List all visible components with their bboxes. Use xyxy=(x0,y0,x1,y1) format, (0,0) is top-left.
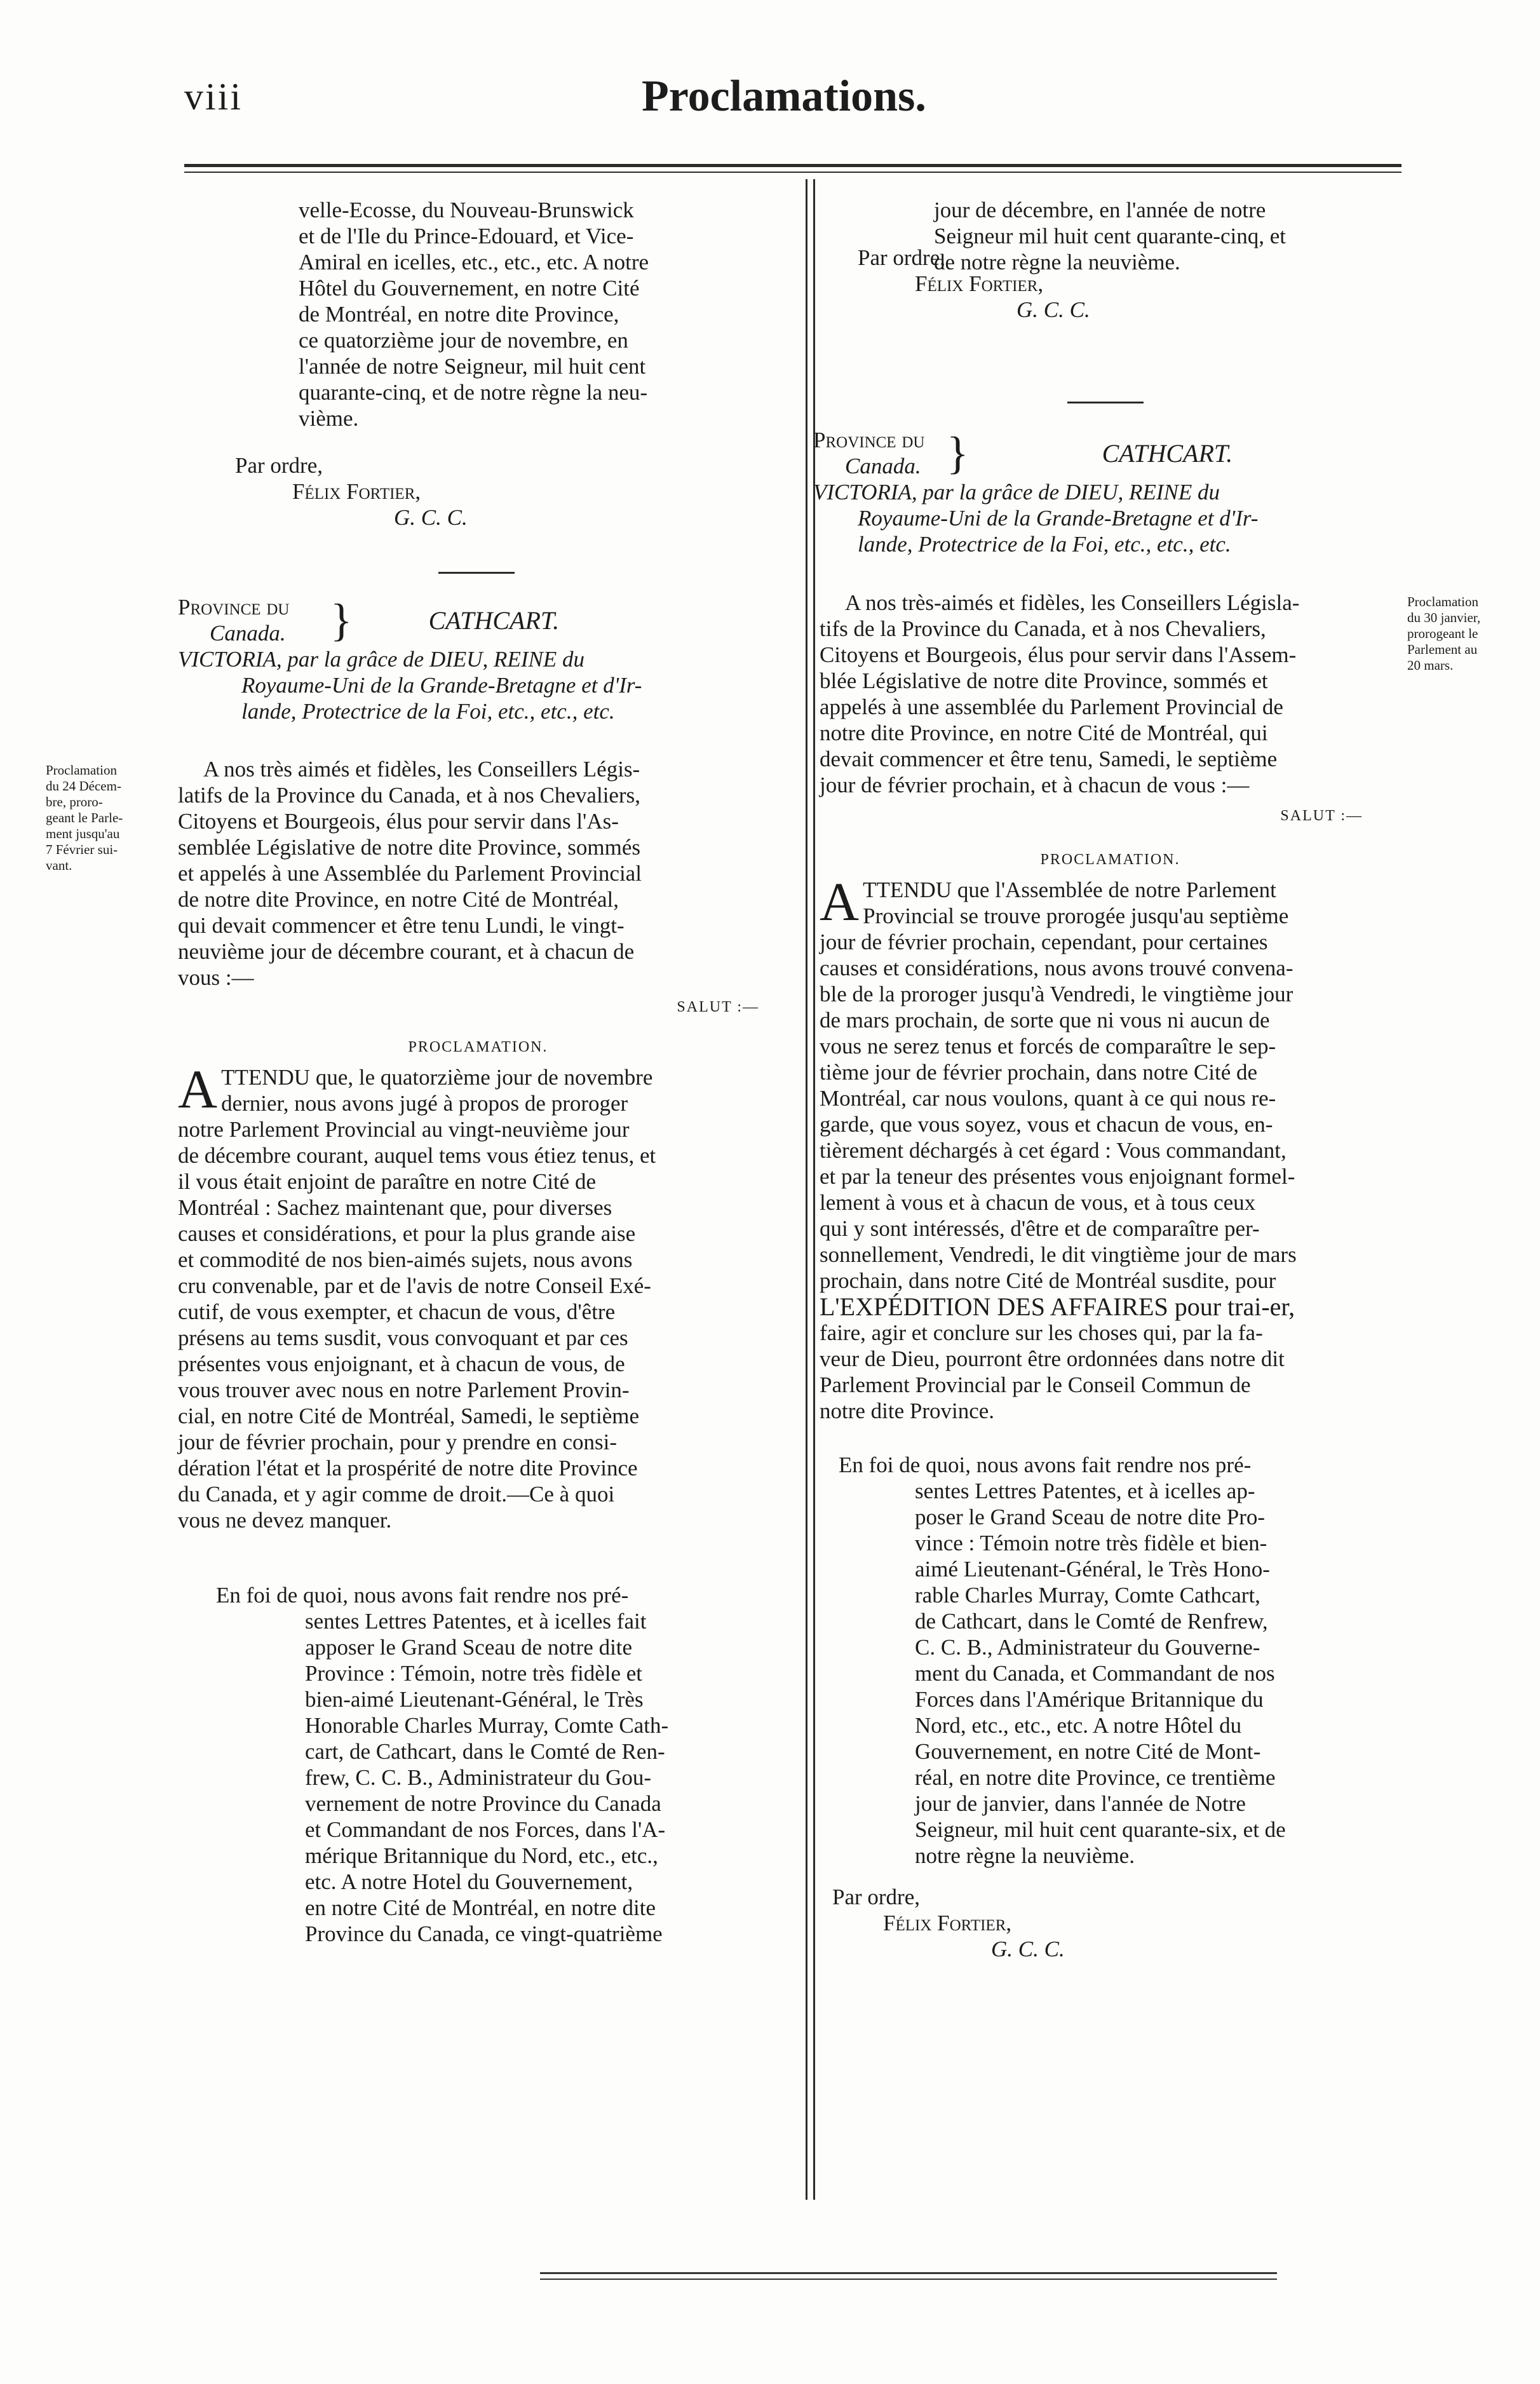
province-name: Canada. xyxy=(845,454,921,478)
margin-note-line: 20 mars. xyxy=(1407,658,1454,673)
text-line: vous ne serez tenus et forcés de comparaître le sep- xyxy=(820,1034,1276,1059)
text-line: de Cathcart, dans le Comté de Renfrew, xyxy=(915,1609,1268,1634)
text-line: Honorable Charles Murray, Comte Cath- xyxy=(305,1713,669,1738)
margin-note-line: vant. xyxy=(46,858,72,873)
text-line: sentes Lettres Patentes, et à icelles ap- xyxy=(915,1479,1255,1503)
text-line: dernier, nous avons jugé à propos de proroger xyxy=(221,1091,628,1116)
text-line: causes et considérations, et pour la plus grande aise xyxy=(178,1221,636,1246)
expedition-line: L'EXPÉDITION DES AFFAIRES pour trai-er, xyxy=(820,1292,1295,1321)
text-line: quarante-cinq, et de notre règne la neu- xyxy=(299,380,648,405)
section-rule xyxy=(1067,402,1144,403)
text-line: notre dite Province. xyxy=(820,1399,995,1423)
text-line: aimé Lieutenant-Général, le Très Hono- xyxy=(915,1557,1270,1581)
text-line: bien-aimé Lieutenant-Général, le Très xyxy=(305,1687,644,1712)
text-line: et appelés à une Assemblée du Parlement Provincial xyxy=(178,861,642,886)
text-line: tième jour de février prochain, dans notre Cité de xyxy=(820,1060,1258,1085)
right-margin-note xyxy=(1407,594,1531,674)
left-province-block xyxy=(178,594,788,724)
text-line: Parlement Provincial par le Conseil Commun de xyxy=(820,1372,1251,1397)
text-line: rable Charles Murray, Comte Cathcart, xyxy=(915,1583,1260,1608)
text-line: Seigneur mil huit cent quarante-cinq, et xyxy=(934,224,1286,248)
text-line: A nos très aimés et fidèles, les Conseillers Légis- xyxy=(203,757,640,782)
margin-note-line: du 24 Décem- xyxy=(46,778,121,794)
text-line: du Canada, et y agir comme de droit.—Ce à quoi xyxy=(178,1482,615,1507)
right-province-block xyxy=(813,427,1423,557)
text-line: Montréal, car nous voulons, quant à ce qui nous re- xyxy=(820,1086,1276,1111)
text-line: ment du Canada, et Commandant de nos xyxy=(915,1661,1275,1686)
text-line: vous trouver avec nous en notre Parlement Provin- xyxy=(178,1378,630,1402)
drop-cap: A xyxy=(820,871,860,932)
text-line: réal, en notre dite Province, ce trentième xyxy=(915,1765,1276,1790)
text-line: Montréal : Sachez maintenant que, pour diverses xyxy=(178,1195,612,1220)
margin-note-line: Parlement au xyxy=(1407,642,1478,657)
brace-glyph: } xyxy=(947,428,969,478)
drop-cap: A xyxy=(178,1059,218,1120)
margin-note-line: prorogeant le xyxy=(1407,626,1478,641)
text-line: de notre règne la neuvième. xyxy=(934,250,1180,274)
victoria-line: Royaume-Uni de la Grande-Bretagne et d'Ir- xyxy=(858,506,1259,531)
proclamation-heading: PROCLAMATION. xyxy=(408,1039,548,1055)
text-line: qui devait commencer et être tenu Lundi, le vingt- xyxy=(178,913,625,938)
text-line: vième. xyxy=(299,406,359,431)
text-line: neuvième jour de décembre courant, et à chacun de xyxy=(178,939,635,964)
text-line: de notre dite Province, en notre Cité de Montréal, xyxy=(178,887,619,912)
margin-note-line: 7 Février sui- xyxy=(46,842,118,857)
text-line: semblée Législative de notre dite Province, sommés xyxy=(178,835,640,860)
footer-rule-thin xyxy=(540,2279,1277,2280)
text-line: jour de décembre, en l'année de notre xyxy=(934,198,1266,222)
text-line: lement à vous et à chacun de vous, et à tous ceux xyxy=(820,1190,1256,1215)
text-line: et commodité de nos bien-aimés sujets, nous avons xyxy=(178,1247,633,1272)
signer-initials: G. C. C. xyxy=(394,505,468,530)
victoria-line: VICTORIA, par la grâce de DIEU, REINE du xyxy=(178,647,584,672)
proclamation-heading: PROCLAMATION. xyxy=(1040,851,1180,868)
text-line: Citoyens et Bourgeois, élus pour servir dans l'Assem- xyxy=(820,642,1297,667)
text-line: notre règne la neuvième. xyxy=(915,1843,1135,1868)
par-ordre: Par ordre, xyxy=(858,245,946,270)
text-line: dération l'état et la prospérité de notre dite Province xyxy=(178,1456,638,1480)
text-line: tifs de la Province du Canada, et à nos Chevaliers, xyxy=(820,616,1266,641)
left-witness xyxy=(216,1582,775,1947)
page-number: viii xyxy=(184,76,243,118)
text-line: etc. A notre Hotel du Gouvernement, xyxy=(305,1869,633,1894)
text-line: jour de février prochain, et à chacun de vous :— xyxy=(820,773,1250,797)
text-line: de décembre courant, auquel tems vous étiez tenus, et xyxy=(178,1143,656,1168)
text-line: Amiral en icelles, etc., etc., etc. A notre xyxy=(299,250,649,274)
text-line: et Commandant de nos Forces, dans l'A- xyxy=(305,1817,666,1842)
left-signature-block xyxy=(235,452,591,531)
text-line: vince : Témoin notre très fidèle et bien- xyxy=(915,1531,1267,1555)
governor-name: CATHCART. xyxy=(428,606,560,635)
governor-name: CATHCART. xyxy=(1102,438,1233,468)
text-line: prochain, dans notre Cité de Montréal susdite, pour xyxy=(820,1268,1276,1293)
text-line: velle-Ecosse, du Nouveau-Brunswick xyxy=(299,198,634,222)
right-witness xyxy=(839,1452,1391,1869)
text-line: TTENDU que, le quatorzième jour de novembre xyxy=(221,1065,653,1090)
text-line: appelés à une assemblée du Parlement Provincial de xyxy=(820,694,1283,719)
text-line: mérique Britannique du Nord, etc., etc., xyxy=(305,1843,658,1868)
text-line: Provincial se trouve prorogée jusqu'au septième xyxy=(863,904,1289,928)
province-label: Province du xyxy=(813,428,925,452)
victoria-line: lande, Protectrice de la Foi, etc., etc., etc. xyxy=(241,699,615,724)
margin-note-line: geant le Parle- xyxy=(46,810,123,825)
text-line: sentes Lettres Patentes, et à icelles fait xyxy=(305,1609,647,1634)
province-label: Province du xyxy=(178,595,290,620)
text-line: Province : Témoin, notre très fidèle et xyxy=(305,1661,642,1686)
text-line: jour de février prochain, pour y prendre en consi- xyxy=(178,1430,617,1454)
text-line: frew, C. C. B., Administrateur du Gou- xyxy=(305,1765,652,1790)
text-line: apposer le Grand Sceau de notre dite xyxy=(305,1635,633,1660)
text-line: notre Parlement Provincial au vingt-neuvième jour xyxy=(178,1117,630,1142)
section-rule xyxy=(438,572,515,574)
text-line: ce quatorzième jour de novembre, en xyxy=(299,328,628,353)
text-line: blée Législative de notre dite Province, sommés et xyxy=(820,668,1268,693)
text-line: jour de février prochain, cependant, pour certaines xyxy=(820,930,1268,954)
text-line: en notre Cité de Montréal, en notre dite xyxy=(305,1895,656,1920)
text-line: Hôtel du Gouvernement, en notre Cité xyxy=(299,276,640,301)
text-line: devait commencer et être tenu, Samedi, le septième xyxy=(820,747,1278,771)
signer-name: Félix Fortier, xyxy=(883,1911,1012,1935)
text-line: Gouvernement, en notre Cité de Mont- xyxy=(915,1739,1261,1764)
text-line: l'année de notre Seigneur, mil huit cent xyxy=(299,354,646,379)
text-line: Forces dans l'Amérique Britannique du xyxy=(915,1687,1264,1712)
text-line: de mars prochain, de sorte que ni vous ni aucun de xyxy=(820,1008,1270,1033)
footer-rule xyxy=(540,2272,1277,2274)
text-line: il vous était enjoint de paraître en notre Cité de xyxy=(178,1169,596,1194)
text-line: A nos très-aimés et fidèles, les Conseillers Législa- xyxy=(845,590,1300,615)
margin-note-line: bre, proro- xyxy=(46,794,103,809)
brace-glyph: } xyxy=(330,595,353,646)
text-line: Nord, etc., etc., etc. A notre Hôtel du xyxy=(915,1713,1242,1738)
province-name: Canada. xyxy=(210,621,286,646)
text-line: garde, que vous soyez, vous et chacun de vous, en- xyxy=(820,1112,1273,1137)
text-line: causes et considérations, nous avons trouvé convena- xyxy=(820,956,1293,980)
text-line: Province du Canada, ce vingt-quatrième xyxy=(305,1921,663,1946)
text-line: jour de janvier, dans l'année de Notre xyxy=(915,1791,1246,1816)
text-line: En foi de quoi, nous avons fait rendre nos pré- xyxy=(216,1583,629,1608)
text-line: Citoyens et Bourgeois, élus pour servir dans l'As- xyxy=(178,809,619,834)
text-line: qui y sont intéressés, d'être et de comparaître per- xyxy=(820,1216,1260,1241)
text-line: cart, de Cathcart, dans le Comté de Ren- xyxy=(305,1739,665,1764)
right-address xyxy=(820,590,1401,1424)
text-line: latifs de la Province du Canada, et à nos Chevaliers, xyxy=(178,783,640,808)
right-signature-block xyxy=(858,245,1213,323)
margin-note-line: du 30 janvier, xyxy=(1407,610,1481,625)
text-line: vous ne devez manquer. xyxy=(178,1508,392,1533)
par-ordre: Par ordre, xyxy=(235,453,323,478)
text-line: et de l'Ile du Prince-Edouard, et Vice- xyxy=(299,224,634,248)
text-line: vernement de notre Province du Canada xyxy=(305,1791,661,1816)
text-line: Seigneur, mil huit cent quarante-six, et de xyxy=(915,1817,1286,1842)
header-rule-thin xyxy=(184,172,1402,173)
left-margin-note xyxy=(46,762,176,874)
signer-name: Félix Fortier, xyxy=(915,271,1044,296)
text-line: tièrement déchargés à cet égard : Vous commandant, xyxy=(820,1138,1287,1163)
text-line: et par la teneur des présentes vous enjoignant formel- xyxy=(820,1164,1295,1189)
text-line: cial, en notre Cité de Montréal, Samedi, le septième xyxy=(178,1404,640,1428)
text-line: faire, agir et conclure sur les choses qui, par la fa- xyxy=(820,1320,1263,1345)
text-line: cru convenable, par et de l'avis de notre Conseil Exé- xyxy=(178,1273,651,1298)
left-continuation xyxy=(299,197,781,431)
par-ordre: Par ordre, xyxy=(832,1885,921,1909)
victoria-line: VICTORIA, par la grâce de DIEU, REINE du xyxy=(813,480,1220,505)
signer-initials: G. C. C. xyxy=(991,1937,1065,1961)
text-line: TTENDU que l'Assemblée de notre Parlement xyxy=(863,877,1276,902)
text-line: vous :— xyxy=(178,965,254,990)
text-line: de Montréal, en notre dite Province, xyxy=(299,302,619,327)
text-line: présens au tems susdit, vous convoquant et par ces xyxy=(178,1325,628,1350)
running-title: Proclamations. xyxy=(642,72,926,121)
margin-note-line: Proclamation xyxy=(46,762,117,778)
left-address xyxy=(178,756,778,1533)
text-line: cutif, de vous exempter, et chacun de vous, d'être xyxy=(178,1299,616,1324)
column-divider xyxy=(806,179,807,2200)
text-line: veur de Dieu, pourront être ordonnées dans notre dit xyxy=(820,1346,1285,1371)
margin-note-line: Proclamation xyxy=(1407,594,1478,609)
text-line: présentes vous enjoignant, et à chacun de vous, de xyxy=(178,1351,625,1376)
signer-initials: G. C. C. xyxy=(1017,297,1090,322)
salut: SALUT :— xyxy=(677,999,759,1015)
salut: SALUT :— xyxy=(1280,808,1363,824)
text-line: ble de la proroger jusqu'à Vendredi, le vingtième jour xyxy=(820,982,1293,1006)
left-column xyxy=(299,197,781,431)
signer-name: Félix Fortier, xyxy=(292,479,421,504)
margin-note-line: ment jusqu'au xyxy=(46,826,120,841)
text-line: poser le Grand Sceau de notre dite Pro- xyxy=(915,1505,1266,1529)
right-signature-block-2 xyxy=(832,1884,1188,1962)
text-line: notre dite Province, en notre Cité de Montréal, qui xyxy=(820,721,1268,745)
text-line: En foi de quoi, nous avons fait rendre nos pré- xyxy=(839,1453,1252,1477)
text-line: C. C. B., Administrateur du Gouverne- xyxy=(915,1635,1260,1660)
victoria-line: lande, Protectrice de la Foi, etc., etc., etc. xyxy=(858,532,1231,557)
header-rule xyxy=(184,164,1402,167)
victoria-line: Royaume-Uni de la Grande-Bretagne et d'Ir- xyxy=(241,673,642,698)
text-line: sonnellement, Vendredi, le dit vingtième jour de mars xyxy=(820,1242,1297,1267)
